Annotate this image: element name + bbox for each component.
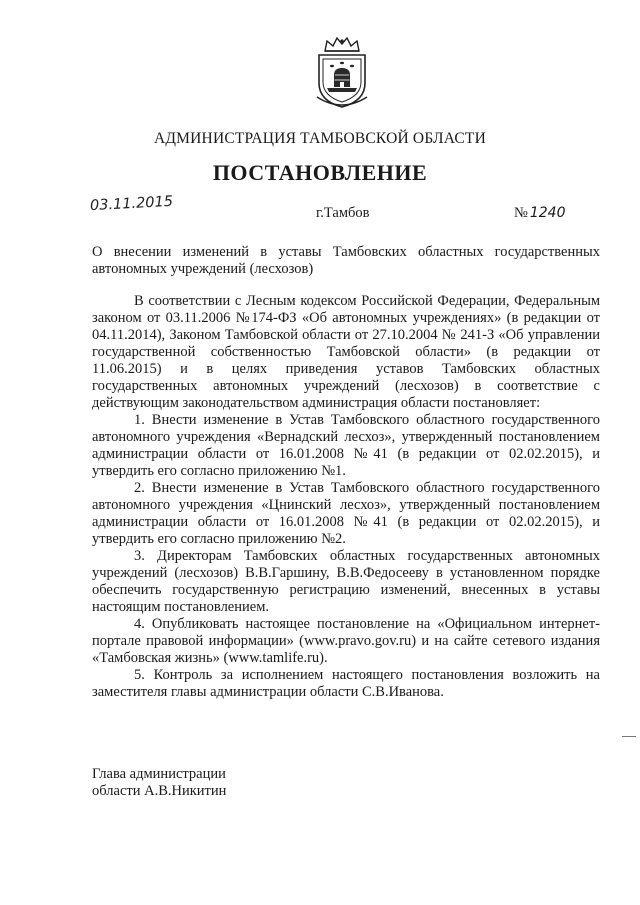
clause-5-paragraph: 5. Контроль за исполнением настоящего постановления возложить на заместителя главы администрации области С.В.Иванова.: [92, 667, 600, 700]
preamble-paragraph: В соответствии с Лесным кодексом Российской Федерации, Федеральным законом от 03.11.2006 №174-ФЗ «Об автономных учреждениях» (в редакции от 04.11.2014), Законом Тамбовской области от 27.10.2004 № 241-З «Об управлении государственной собственностью Тамбовской области» (в редакции от 11.06.2015) и в целях приведения уставов Тамбовских областных государственных автономных учреждений (лесхозов) в соответствие с действующим законодательством администрация области постановляет:: [92, 293, 600, 411]
scan-edge-mark: [622, 736, 636, 737]
clause-4-paragraph: 4. Опубликовать настоящее постановление на «Официальном интернет-портале правовой информации» (www.pravo.gov.ru) и на сайте сетевого издания «Тамбовская жизнь» (www.tamlife.ru).: [92, 616, 600, 666]
number-prefix: №: [514, 205, 528, 221]
document-city: г.Тамбов: [316, 205, 370, 221]
authority-name: АДМИНИСТРАЦИЯ ТАМБОВСКОЙ ОБЛАСТИ: [154, 130, 486, 147]
signatory-title: Глава администрации: [92, 766, 226, 782]
document-type-title: ПОСТАНОВЛЕНИЕ: [212, 160, 428, 185]
number-value: 1240: [529, 205, 566, 221]
clause-2-paragraph: 2. Внести изменение в Устав Тамбовского областного государственного автономного учреждения «Цнинский лесхоз», утвержденный постановлением администрации области от 16.01.2008 №41 (в редакции от 02.02.2015), и утвердить его согласно приложению №2.: [92, 480, 600, 547]
tambov-oblast-coat-of-arms-icon: [313, 35, 371, 109]
document-date: 03.11.2015: [89, 193, 174, 215]
clause-3-paragraph: 3. Директорам Тамбовских областных государственных автономных учреждений (лесхозов) В.В.Гаршину, В.В.Федосееву в установленном порядке обеспечить государственную регистрацию изменений, внесенных в уставы настоящим постановлением.: [92, 548, 600, 615]
document-subject: О внесении изменений в уставы Тамбовских областных государственных автономных учреждений (лесхозов): [92, 244, 600, 277]
clause-1-paragraph: 1. Внести изменение в Устав Тамбовского областного государственного автономного учреждения «Вернадский лесхоз», утвержденный постановлением администрации области от 16.01.2008 №41 (в редакции от 02.02.2015), и утвердить его согласно приложению №1.: [92, 412, 600, 479]
document-body: [92, 293, 600, 701]
signature-block: [92, 766, 226, 800]
signatory-name: области А.В.Никитин: [92, 783, 227, 799]
document-number: [514, 205, 565, 222]
